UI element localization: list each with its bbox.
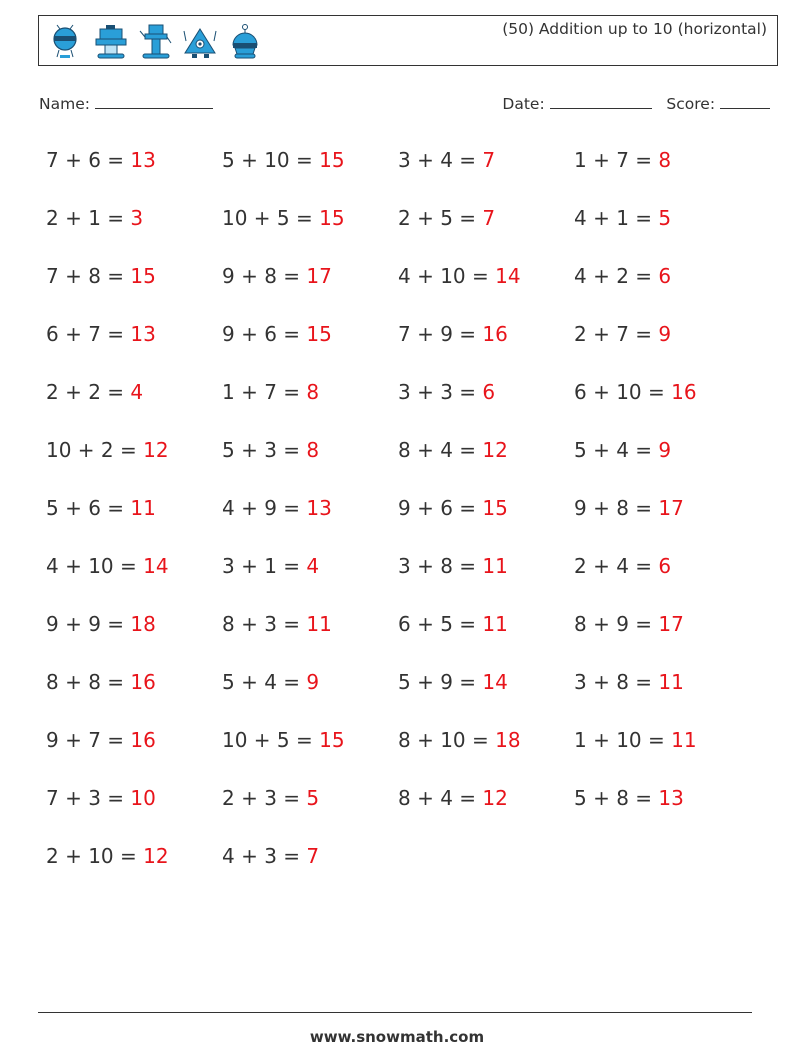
problem-question: 5 + 3 = [222, 438, 307, 462]
name-label: Name: [39, 95, 90, 113]
problem-answer: 12 [482, 438, 508, 462]
problem-question: 7 + 9 = [398, 322, 483, 346]
problem-item [46, 841, 222, 899]
problem-question: 1 + 7 = [222, 380, 307, 404]
problem-answer: 7 [306, 844, 320, 868]
problem-question: 2 + 4 = [574, 554, 659, 578]
problem-question: 6 + 7 = [46, 322, 131, 346]
problem-question: 8 + 3 = [222, 612, 307, 636]
problem-item [574, 319, 750, 377]
date-score-fields [502, 94, 770, 113]
problem-question: 8 + 10 = [398, 728, 496, 752]
problem-item [398, 261, 574, 319]
problem-question: 10 + 5 = [222, 728, 320, 752]
problem-answer: 17 [658, 612, 684, 636]
problem-item [574, 261, 750, 319]
problem-item [222, 667, 398, 725]
problem-question: 2 + 3 = [222, 786, 307, 810]
problem-question: 4 + 1 = [574, 206, 659, 230]
problem-answer: 6 [658, 554, 672, 578]
problem-item [574, 145, 750, 203]
problem-answer: 8 [306, 438, 320, 462]
problem-item [46, 377, 222, 435]
problem-question: 6 + 10 = [574, 380, 672, 404]
problem-item [574, 203, 750, 261]
problem-answer: 15 [130, 264, 156, 288]
problem-answer: 15 [482, 496, 508, 520]
problem-question: 2 + 7 = [574, 322, 659, 346]
problem-question: 5 + 4 = [222, 670, 307, 694]
problem-item [398, 493, 574, 551]
problem-grid [46, 145, 766, 899]
problem-answer: 17 [658, 496, 684, 520]
problem-answer: 5 [306, 786, 320, 810]
problem-item [398, 667, 574, 725]
problem-answer: 4 [306, 554, 320, 578]
problem-answer: 7 [482, 148, 496, 172]
problem-answer: 10 [130, 786, 156, 810]
problem-item [222, 609, 398, 667]
score-label: Score: [666, 95, 716, 113]
problem-item [46, 261, 222, 319]
problem-question: 7 + 8 = [46, 264, 131, 288]
problem-item [398, 377, 574, 435]
problem-question: 2 + 10 = [46, 844, 144, 868]
problem-answer: 15 [319, 728, 345, 752]
problem-question: 4 + 10 = [46, 554, 144, 578]
problem-question: 9 + 8 = [222, 264, 307, 288]
problem-answer: 17 [306, 264, 332, 288]
problem-item [46, 609, 222, 667]
problem-answer: 18 [495, 728, 521, 752]
problem-item [46, 783, 222, 841]
problem-item [46, 145, 222, 203]
problem-question: 2 + 5 = [398, 206, 483, 230]
problem-question: 9 + 6 = [222, 322, 307, 346]
problem-answer: 13 [658, 786, 684, 810]
problem-answer: 9 [658, 322, 672, 346]
problem-answer: 6 [658, 264, 672, 288]
name-line[interactable] [95, 94, 213, 109]
problem-item [222, 145, 398, 203]
problem-item [398, 145, 574, 203]
problem-item [46, 551, 222, 609]
problem-answer: 16 [671, 380, 697, 404]
problem-item [222, 841, 398, 899]
problem-question: 7 + 6 = [46, 148, 131, 172]
problem-question: 3 + 1 = [222, 554, 307, 578]
problem-item [222, 203, 398, 261]
problem-item [574, 435, 750, 493]
problem-item [574, 667, 750, 725]
problem-answer: 11 [482, 554, 508, 578]
footer-divider [38, 1012, 752, 1013]
problem-question: 8 + 4 = [398, 438, 483, 462]
problem-question: 3 + 3 = [398, 380, 483, 404]
problem-answer: 15 [319, 206, 345, 230]
date-label: Date: [502, 95, 545, 113]
problem-question: 3 + 4 = [398, 148, 483, 172]
problem-answer: 12 [482, 786, 508, 810]
problem-answer: 3 [130, 206, 144, 230]
problem-answer: 15 [306, 322, 332, 346]
robot-round-icon [47, 21, 84, 61]
problem-question: 10 + 5 = [222, 206, 320, 230]
score-line[interactable] [720, 94, 770, 109]
problem-item [222, 551, 398, 609]
problem-answer: 9 [658, 438, 672, 462]
problem-question: 9 + 8 = [574, 496, 659, 520]
problem-item [398, 725, 574, 783]
problem-answer: 14 [482, 670, 508, 694]
problem-item [222, 493, 398, 551]
problem-answer: 14 [495, 264, 521, 288]
problem-item [574, 551, 750, 609]
problem-question: 4 + 10 = [398, 264, 496, 288]
problem-question: 4 + 2 = [574, 264, 659, 288]
problem-item [398, 203, 574, 261]
problem-answer: 8 [658, 148, 672, 172]
problem-answer: 13 [306, 496, 332, 520]
name-field [39, 94, 213, 113]
problem-question: 3 + 8 = [574, 670, 659, 694]
problem-item [46, 203, 222, 261]
problem-item [398, 551, 574, 609]
problem-answer: 9 [306, 670, 320, 694]
robot-triangle-icon [182, 21, 219, 61]
problem-item [222, 435, 398, 493]
problem-item [46, 435, 222, 493]
problem-question: 4 + 9 = [222, 496, 307, 520]
problem-question: 1 + 7 = [574, 148, 659, 172]
problem-question: 5 + 4 = [574, 438, 659, 462]
problem-question: 8 + 8 = [46, 670, 131, 694]
robot-tall-icon [137, 21, 174, 61]
problem-question: 8 + 9 = [574, 612, 659, 636]
problem-question: 8 + 4 = [398, 786, 483, 810]
problem-answer: 12 [143, 438, 169, 462]
problem-answer: 4 [130, 380, 144, 404]
problem-answer: 12 [143, 844, 169, 868]
problem-item [574, 725, 750, 783]
problem-item [46, 493, 222, 551]
problem-answer: 13 [130, 322, 156, 346]
problem-answer: 14 [143, 554, 169, 578]
worksheet-header [38, 15, 778, 66]
problem-item [574, 377, 750, 435]
problem-question: 2 + 2 = [46, 380, 131, 404]
problem-item [574, 783, 750, 841]
problem-question: 3 + 8 = [398, 554, 483, 578]
problem-answer: 11 [306, 612, 332, 636]
problem-item [574, 609, 750, 667]
problem-question: 9 + 7 = [46, 728, 131, 752]
problem-answer: 5 [658, 206, 672, 230]
problem-question: 9 + 9 = [46, 612, 131, 636]
problem-answer: 11 [671, 728, 697, 752]
problem-answer: 6 [482, 380, 496, 404]
problem-answer: 15 [319, 148, 345, 172]
problem-question: 5 + 8 = [574, 786, 659, 810]
footer-url: www.snowmath.com [309, 1028, 485, 1046]
problem-question: 6 + 5 = [398, 612, 483, 636]
problem-question: 10 + 2 = [46, 438, 144, 462]
problem-item [398, 435, 574, 493]
robot-dome-icon [227, 21, 264, 61]
problem-answer: 16 [130, 670, 156, 694]
problem-answer: 7 [482, 206, 496, 230]
problem-item [222, 319, 398, 377]
problem-answer: 16 [482, 322, 508, 346]
problem-item [46, 667, 222, 725]
problem-question: 5 + 10 = [222, 148, 320, 172]
problem-answer: 11 [130, 496, 156, 520]
problem-answer: 18 [130, 612, 156, 636]
problem-answer: 11 [482, 612, 508, 636]
worksheet-title: (50) Addition up to 10 (horizontal) [502, 20, 767, 38]
problem-question: 1 + 10 = [574, 728, 672, 752]
problem-item [222, 783, 398, 841]
problem-item [46, 319, 222, 377]
problem-item [46, 725, 222, 783]
robot-icons [47, 21, 264, 61]
date-line[interactable] [550, 94, 652, 109]
problem-question: 9 + 6 = [398, 496, 483, 520]
problem-item [574, 493, 750, 551]
problem-item [398, 783, 574, 841]
problem-answer: 16 [130, 728, 156, 752]
robot-box-icon [92, 21, 129, 61]
problem-answer: 8 [306, 380, 320, 404]
problem-item [398, 609, 574, 667]
problem-question: 5 + 9 = [398, 670, 483, 694]
problem-item [222, 261, 398, 319]
problem-question: 4 + 3 = [222, 844, 307, 868]
problem-answer: 13 [130, 148, 156, 172]
problem-question: 7 + 3 = [46, 786, 131, 810]
problem-question: 2 + 1 = [46, 206, 131, 230]
problem-item [222, 725, 398, 783]
problem-item [222, 377, 398, 435]
problem-item [398, 319, 574, 377]
problem-answer: 11 [658, 670, 684, 694]
problem-question: 5 + 6 = [46, 496, 131, 520]
